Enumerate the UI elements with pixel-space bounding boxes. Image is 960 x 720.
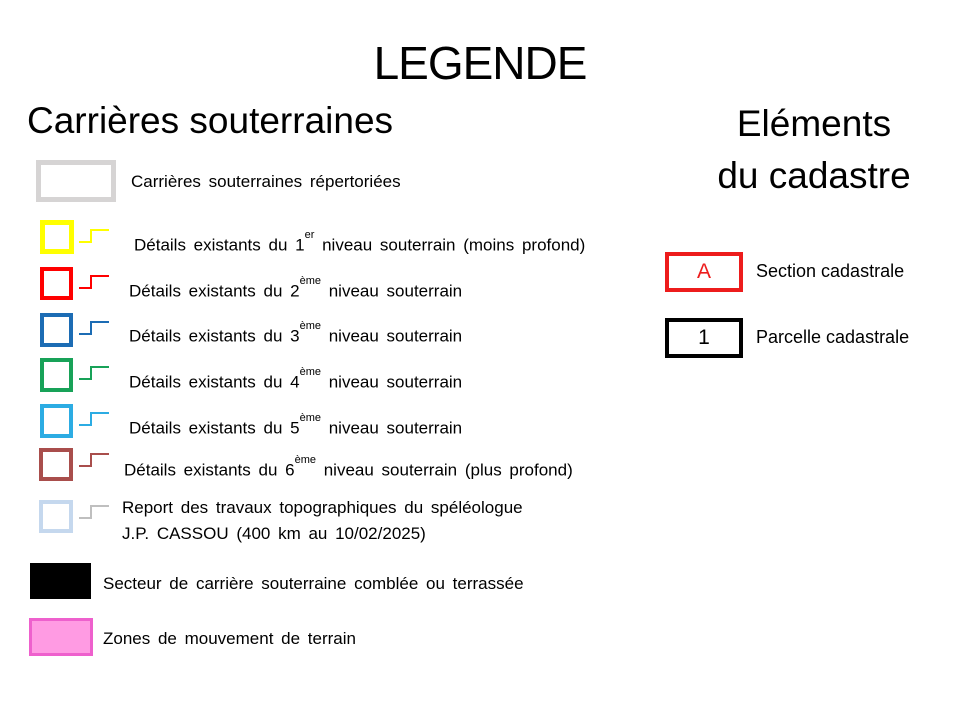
legend-item-label: Détails existants du 5ème niveau souterrain [129,412,463,438]
legend-item-label: Détails existants du 4ème niveau souterrain [129,366,463,392]
parcelle-cadastrale-box [665,318,743,358]
legend-item-label [122,495,523,547]
step-line-icon [78,320,110,336]
legend-item-label: Section cadastrale [756,261,905,281]
level-1-swatch [40,220,74,254]
parcel-number: 1 [698,326,710,349]
legend-item-label: Détails existants du 6ème niveau souterrain (plus profond) [124,454,573,480]
legend-item-label: Zones de mouvement de terrain [103,629,356,648]
legend-item-label-line2: J.P. CASSOU (400 km au 10/02/2025) [122,524,426,543]
section-letter: A [696,260,711,283]
legend-item-label: Parcelle cadastrale [756,327,910,347]
movement-zone-swatch [29,618,93,656]
level-4-swatch [40,358,73,392]
step-line-icon [78,365,110,381]
legend-item-label: Secteur de carrière souterraine comblée ou terrassée [103,574,524,593]
left-section-heading: Carrières souterraines [27,100,394,141]
step-line-icon [78,452,110,468]
level-6-swatch [39,448,73,481]
right-section-heading-line2: du cadastre [717,155,911,196]
legend-item-label-line1: Report des travaux topographiques du spéléologue [122,498,523,517]
right-section-heading-line1: Eléments [736,103,892,144]
legend-item-label: Détails existants du 2ème niveau souterrain [129,275,463,301]
cassou-survey-swatch [39,500,73,533]
legend-item-label: Détails existants du 3ème niveau souterrain [129,320,463,346]
legend-item-label: Détails existants du 1er niveau souterrain (moins profond) [134,229,586,255]
filled-sector-swatch [30,563,91,599]
step-line-icon [78,274,110,290]
level-5-swatch [40,404,73,438]
step-line-icon [78,504,110,520]
section-cadastrale-box [665,252,743,292]
legend-item-label: Carrières souterraines répertoriées [131,172,401,191]
right-section-heading [652,98,960,202]
step-line-icon [78,411,110,427]
page-title: LEGENDE [373,37,587,89]
quarry-outline-swatch [36,160,116,202]
level-3-swatch [40,313,73,347]
step-line-icon [78,228,110,244]
level-2-swatch [40,267,73,300]
